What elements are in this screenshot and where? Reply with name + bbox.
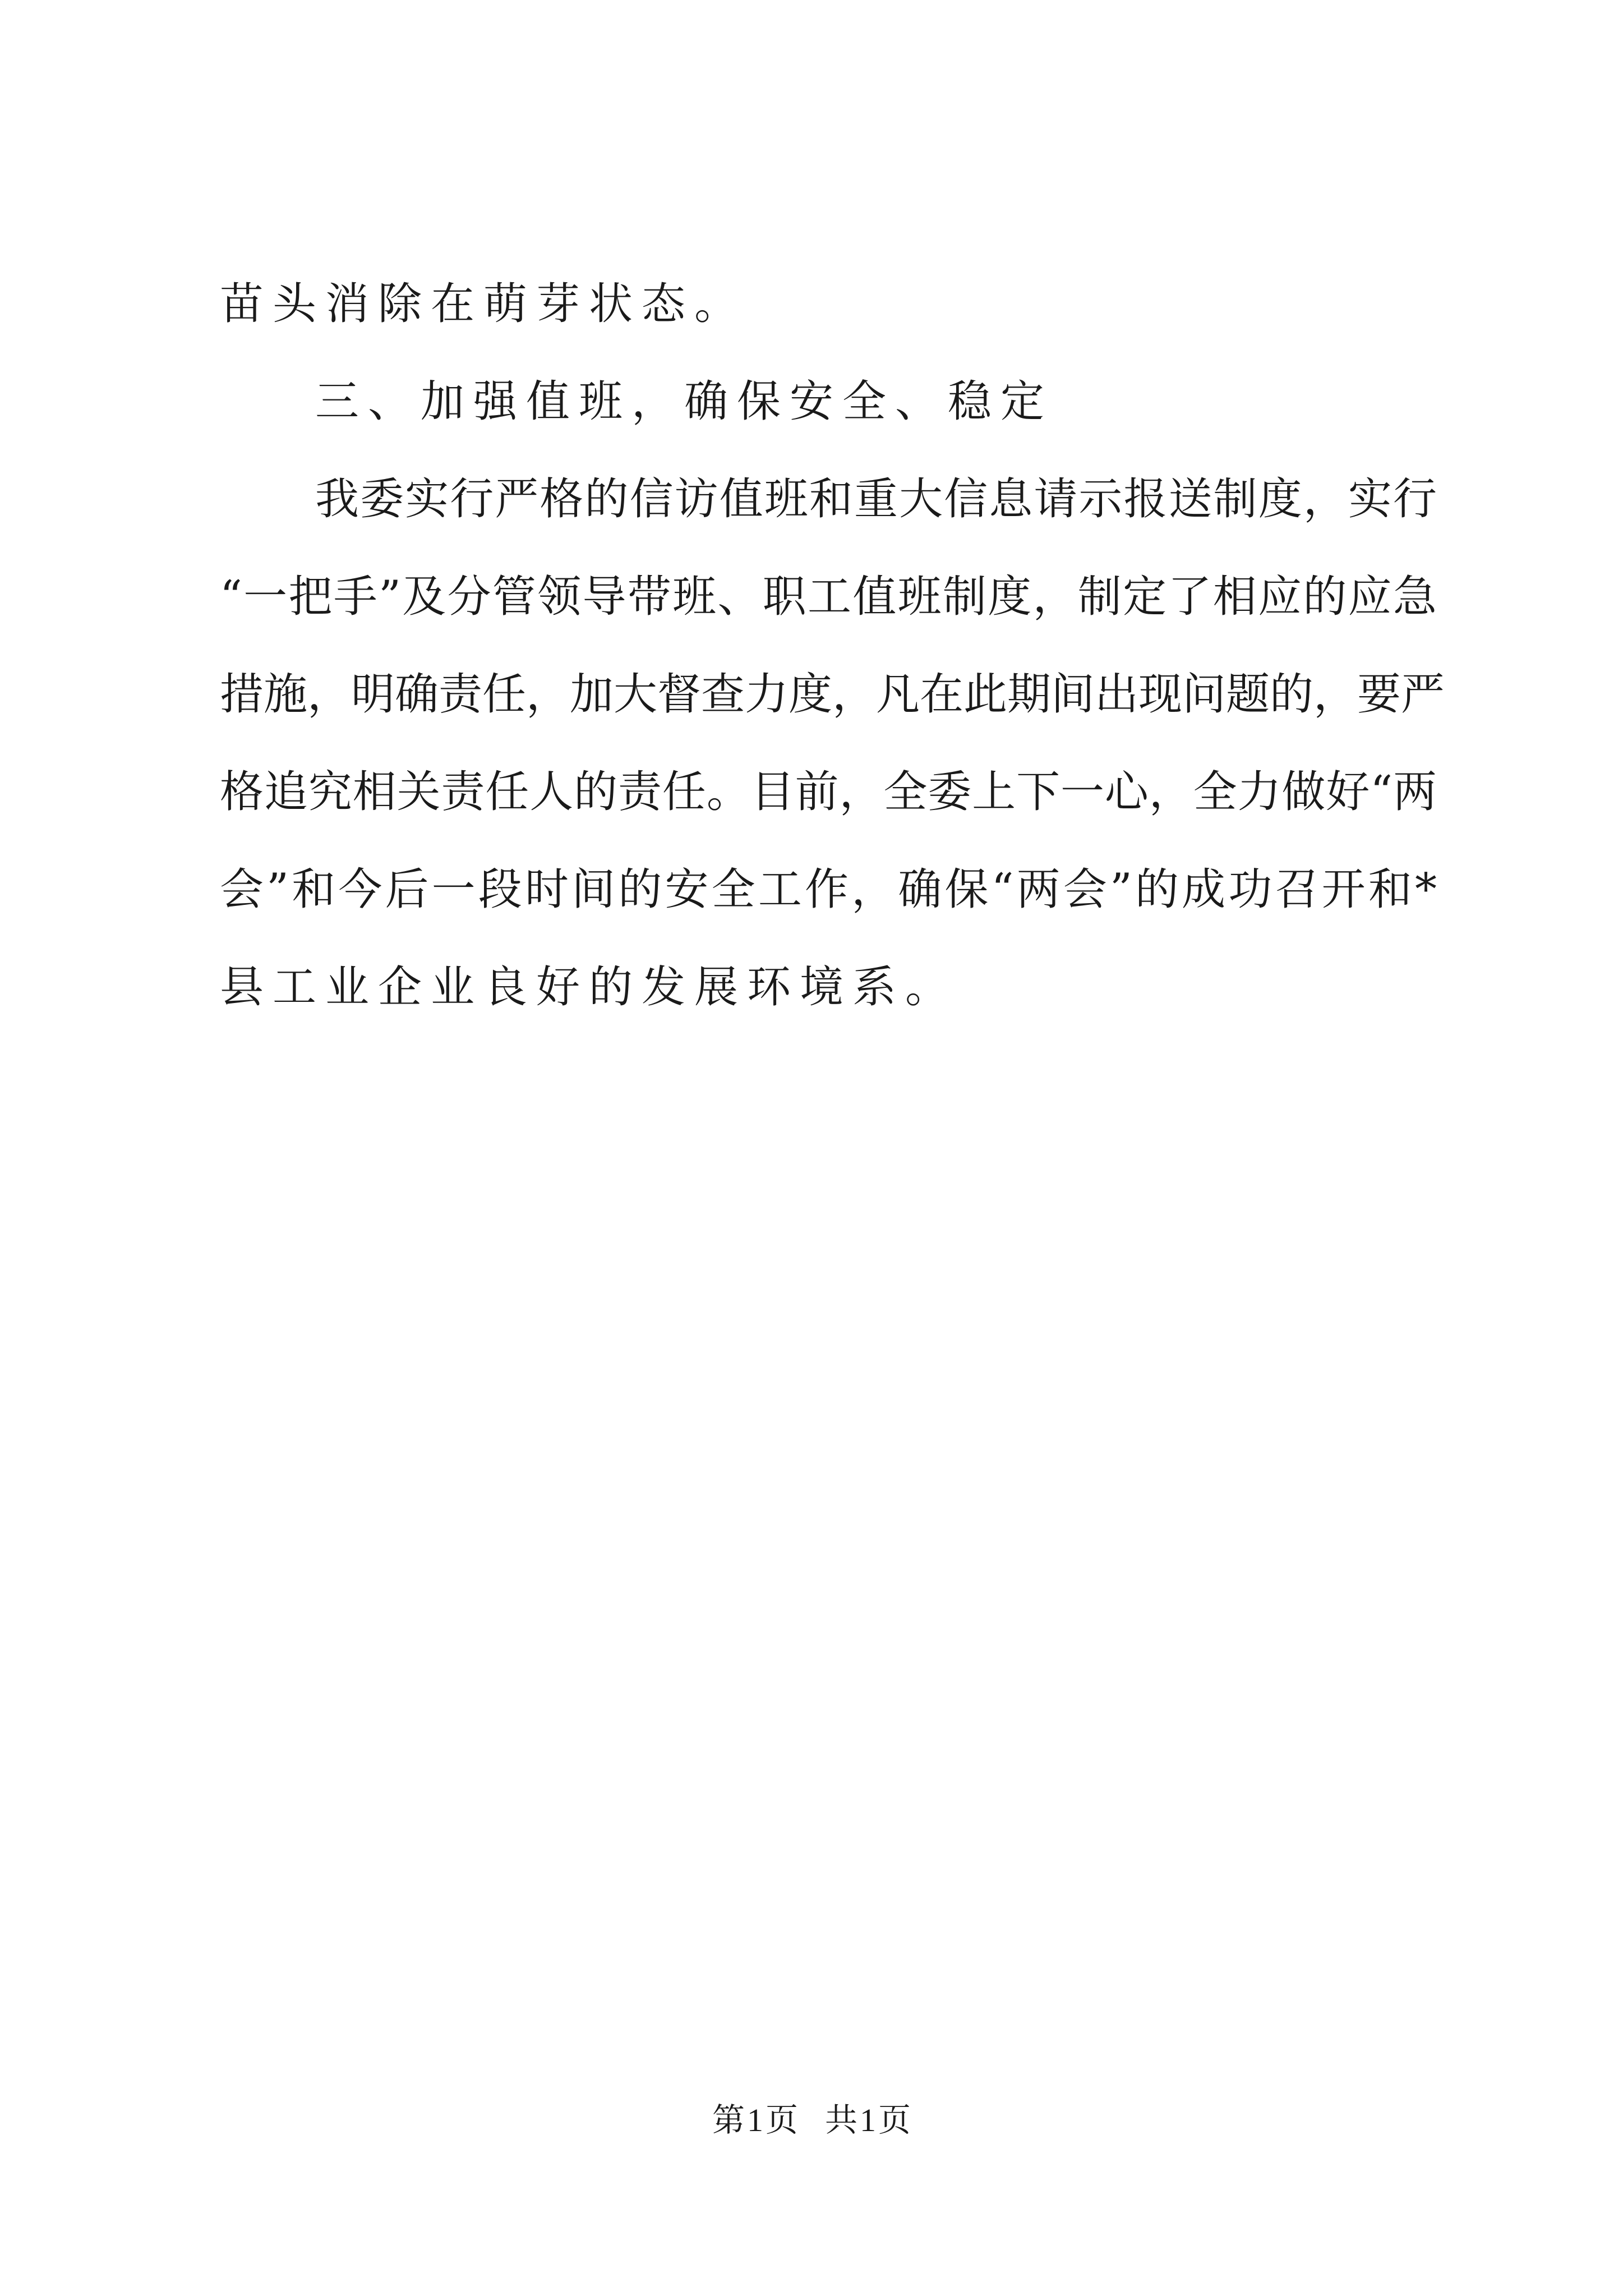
footer-label: 页	[765, 2102, 798, 2138]
paragraph-line: 会”和今后一段时间的安全工作，确保“两会”的成功召开和*	[220, 864, 1437, 915]
paragraph-line: 措施，明确责任，加大督查力度，凡在此期间出现问题的，要严	[220, 669, 1445, 720]
section-heading: 三、加强值班，确保安全、稳定	[315, 376, 1054, 427]
footer-label: 第	[712, 2102, 745, 2138]
paragraph-line: 县工业企业良好的发展环境系。	[220, 962, 958, 1013]
page-footer	[0, 2098, 1623, 2143]
paragraph-line: 我委实行严格的信访值班和重大信息请示报送制度，实行	[315, 474, 1437, 524]
document-body	[220, 255, 1445, 1036]
paragraph-line: 苗头消除在萌芽状态。	[220, 279, 748, 329]
footer-label: 共	[825, 2102, 858, 2138]
paragraph-line: 格追究相关责任人的责任。目前，全委上下一心，全力做好“两	[220, 767, 1437, 817]
footer-label: 页	[878, 2102, 911, 2138]
page-number-current: 1	[746, 2102, 763, 2138]
page-number-total: 1	[860, 2102, 877, 2138]
paragraph-line: “一把手”及分管领导带班、职工值班制度，制定了相应的应急	[220, 572, 1437, 622]
